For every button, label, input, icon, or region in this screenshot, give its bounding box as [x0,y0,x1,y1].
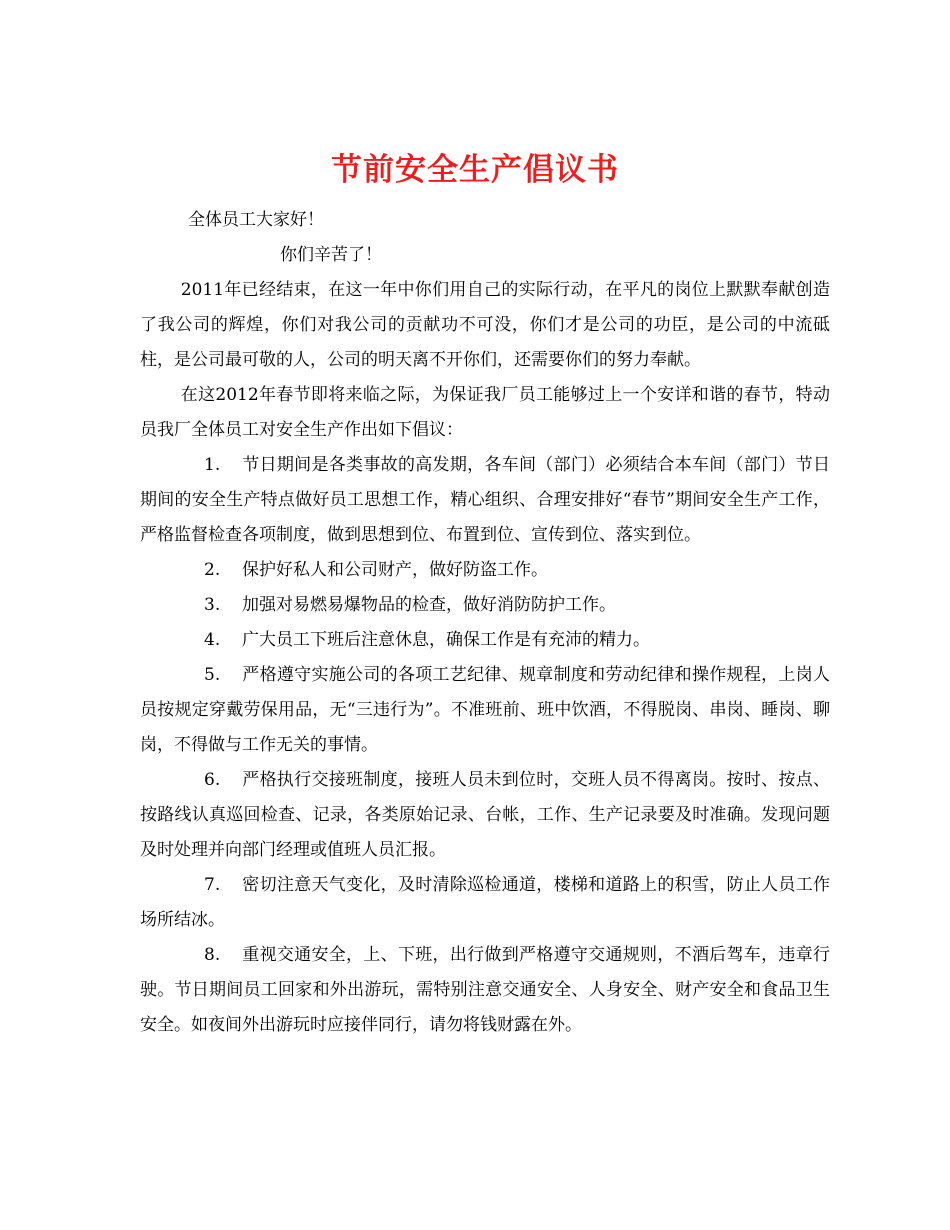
list-item-text: 重视交通安全，上、下班，出行做到严格遵守交通规则，不酒后驾车，违章行驶。节日期间员工回家和外出游玩，需特别注意交通安全、人身安全、财产安全和食品卫生安全。如夜间外出游玩时应接伴同行，请勿将钱财露在外。 [140,945,830,1035]
thanks-line: 你们辛苦了！ [280,245,382,265]
list-item [140,448,830,553]
list-item [140,658,830,763]
list-item-text: 严格遵守实施公司的各项工艺纪律、规章制度和劳动纪律和操作规程，上岗人员按规定穿戴劳保用品，无“三违行为”。不准班前、班中饮酒，不得脱岗、串岗、睡岗、聊岗，不得做与工作无关的事情。 [140,665,830,755]
list-item-text: 广大员工下班后注意休息，确保工作是有充沛的精力。 [242,630,650,650]
list-item [140,623,830,658]
list-item-number: 5. [204,665,221,685]
list-item [140,553,830,588]
list-item [140,588,830,623]
list-item-text: 节日期间是各类事故的高发期，各车间（部门）必须结合本车间（部门）节日期间的安全生产特点做好员工思想工作，精心组织、合理安排好“春节”期间安全生产工作，严格监督检查各项制度，做到思想到位、布置到位、宣传到位、落实到位。 [140,455,830,545]
list-item-text: 密切注意天气变化，及时清除巡检通道，楼梯和道路上的积雪，防止人员工作场所结冰。 [140,875,830,930]
list-item-number: 4. [204,630,221,650]
greeting: 全体员工大家好！ [188,210,324,230]
list-item-text: 加强对易燃易爆物品的检查，做好消防防护工作。 [242,595,616,615]
list-item-number: 1. [204,455,221,475]
list-item [140,868,830,938]
list-item-number: 2. [204,560,221,580]
list-item-number: 6. [204,770,221,790]
paragraph-intro: 2011年已经结束，在这一年中你们用自己的实际行动，在平凡的岗位上默默奉献创造了我公司的辉煌，你们对我公司的贡献功不可没，你们才是公司的功臣，是公司的中流砥柱，是公司最可敬的人，公司的明天离不开你们，还需要你们的努力奉献。 [140,280,830,370]
list-item-text: 严格执行交接班制度，接班人员未到位时，交班人员不得离岗。按时、按点、按路线认真巡回检查、记录，各类原始记录、台帐，工作、生产记录要及时准确。发现问题及时处理并向部门经理或值班人员汇报。 [140,770,830,860]
list-item-number: 7. [204,875,221,895]
document-body [140,203,830,1043]
list-item-text: 保护好私人和公司财产，做好防盗工作。 [242,560,548,580]
list-item [140,763,830,868]
list-item [140,938,830,1043]
list-item-number: 8. [204,945,221,965]
paragraph-proposal: 在这2012年春节即将来临之际，为保证我厂员工能够过上一个安详和谐的春节，特动员我厂全体员工对安全生产作出如下倡议： [140,385,830,440]
list-item-number: 3. [204,595,221,615]
document-title: 节前安全生产倡议书 [331,151,619,188]
